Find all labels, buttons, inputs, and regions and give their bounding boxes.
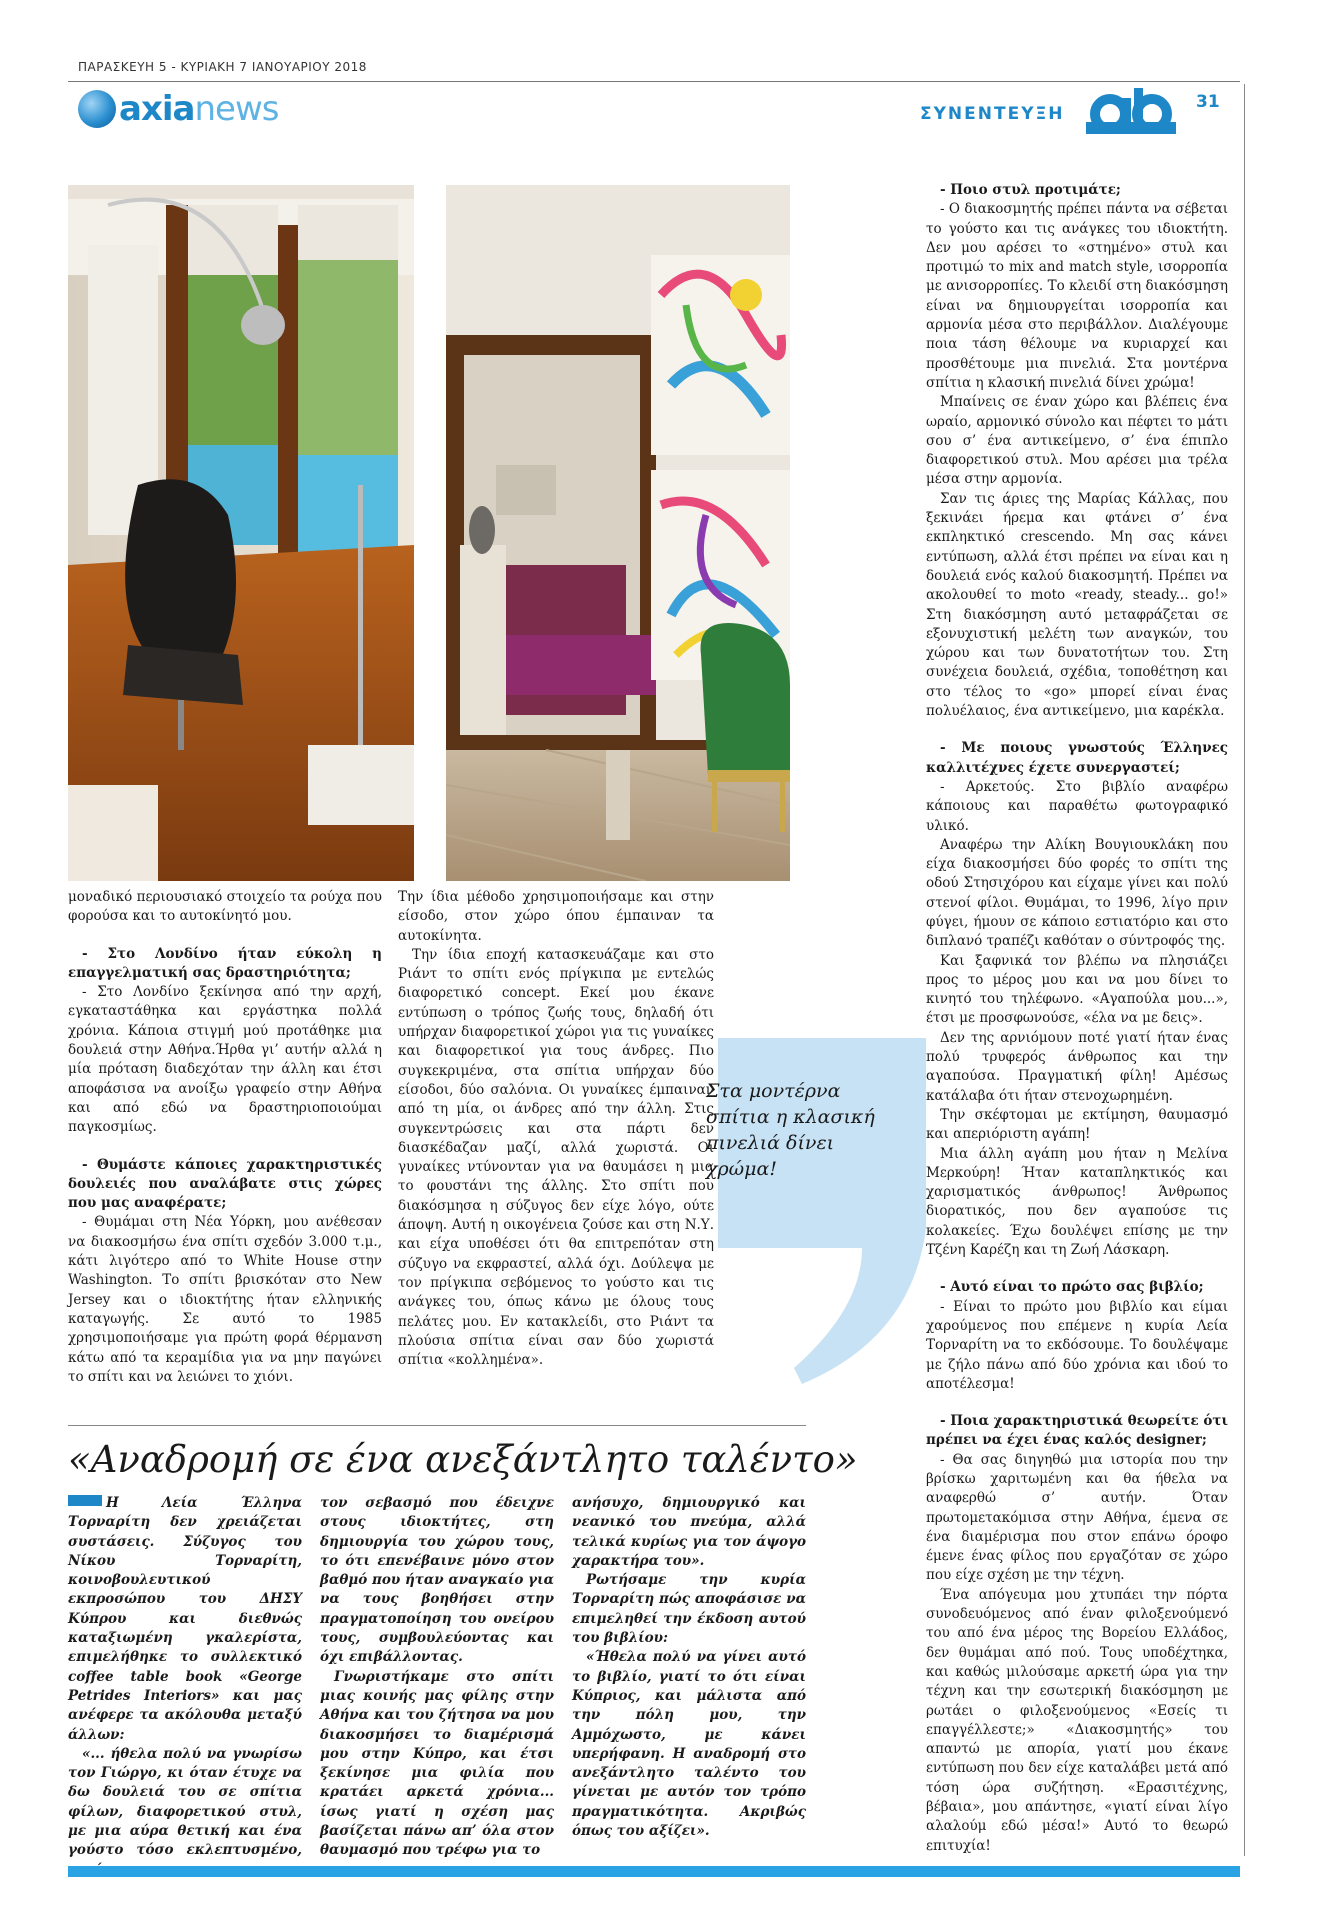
- box-paragraph: [68, 1494, 302, 1745]
- logo-axia-text: axia: [119, 89, 195, 129]
- box-paragraph-text: Γνωριστήκαμε στο σπίτι μιας κοινής μας φίλης στην Αθήνα και του ζήτησα να μου διακοσμήσει το διαμέρισμά μου στην Κύπρο, και έτσι ξεκίνησε μια φιλία που κρατάει αρκετά χρόνια... ίσως γιατί η σχέση μας βασίζεται πάνω απ’ όλα στον θαυμασμό που τρέφω για το: [320, 1668, 554, 1859]
- box-paragraph-text: Η Λεία Έλληνα Τορναρίτη δεν χρειάζεται συστάσεις. Σύζυγος του Νίκου Τορναρίτη, κοινοβουλευτικού εκπροσώπου του ΔΗΣΥ Κύπρου και διεθνώς καταξιωμένη γκαλερίστα, επιμελήθηκε το συλλεκτικό coffee table book «George Petrides Interiors» και μας ανέφερε τα ακόλουθα μεταξύ άλλων:: [68, 1495, 302, 1743]
- box-paragraph: [572, 1571, 806, 1648]
- paragraph: μοναδικό περιουσιακό στοιχείο τα ρούχα που φορούσα και το αυτοκίνητό μου.: [68, 889, 382, 925]
- interview-question: - Ποια χαρακτηριστικά θεωρείτε ότι πρέπει να έχει ένας καλός designer;: [926, 1413, 1229, 1449]
- box-column-1: [68, 1494, 302, 1880]
- box-paragraph: [320, 1668, 554, 1861]
- box-column-2: [320, 1494, 554, 1861]
- paragraph: - Είναι το πρώτο μου βιβλίο και είμαι χαρούμενος που επέμενε η κυρία Λεία Τορναρίτη να το εκδόσουμε. Το δουλέψαμε με ζήλο πάνω από δύο χρόνια και ιδού το αποτέλεσμα!: [926, 1298, 1228, 1392]
- logo-news-text: news: [194, 89, 279, 129]
- paragraph: Ένα απόγευμα μου χτυπάει την πόρτα συνοδευόμενος από έναν φιλοξενούμενό του από ένα μέρος της Βορείου Ελλάδος, δεν θυμάμαι από πού. Τους υποδέχτηκα, και καθώς μιλούσαμε αρκετή ώρα για την τέχνη και την εσωτερική διακόσμηση με ρωτάει ο φιλοξενούμενος «Εσείς τι επαγγέλλεστε;» «Διακοσμητής» του απαντώ με απορία, γιατί μου έκανε εντύπωση που δεν είχε καταλάβει μετά από τόση ώρα συζήτηση. «Ερασιτέχνης, βέβαια», μου απάντησε, «γιατί είναι λίγο αλαλούμ εδώ μέσα!» Αυτό το θεωρώ επιτυχία!: [926, 1586, 1228, 1854]
- box-paragraph-text: Ρωτήσαμε την κυρία Τορναρίτη πώς αποφάσισε να επιμεληθεί την έκδοση αυτού του βιβλίου:: [572, 1572, 806, 1647]
- box-paragraph: [572, 1494, 806, 1571]
- article-column-2: [398, 888, 714, 1370]
- interview-question: - Με ποιους γνωστούς Έλληνες καλλιτέχνες έχετε συνεργαστεί;: [926, 740, 1228, 776]
- box-headline: «Αναδρομή σε ένα ανεξάντλητο ταλέντο»: [68, 1438, 858, 1481]
- paragraph: Και ξαφνικά τον βλέπω να πλησιάζει προς το μέρος μου και να μου δίνει το κινητό του τηλέφωνο. «Αγαπούλα μου...», έτσι με προσφωνούσε, «έλα να με δεις».: [926, 952, 1228, 1027]
- page-number: 31: [1196, 92, 1220, 112]
- living-room-egg-chair-photo: [68, 185, 414, 881]
- lead-bar-icon: [68, 1495, 102, 1506]
- article-column-1: [68, 888, 382, 1387]
- paragraph: Αναφέρω την Αλίκη Βουγιουκλάκη που είχα διακοσμήσει δύο φορές το σπίτι της οδού Στησιχόρου και είχαμε γίνει και πολύ στενοί φίλοι. Θυμάμαι, το 1996, λίγο πριν φύγει, ήμουν σε κάποιο εστιατόριο και στο διπλανό τραπέζι καθόταν ο σύντροφός της.: [926, 836, 1228, 950]
- interview-question: - Θυμάστε κάποιες χαρακτηριστικές δουλειές που αναλάβατε στις χώρες που μας αναφέρατε;: [68, 1156, 382, 1212]
- paragraph: Σαν τις άριες της Μαρίας Κάλλας, που ξεκινάει ήρεμα και φτάνει σ’ ένα εκπληκτικό crescendo. Μη σας κάνει εντύπωση, αλλά έτσι πρέπει να είναι και η δουλειά ενός καλού διακοσμητή. Πρέπει να ακολουθεί το moto «ready, steady... go!» Στη διακόσμηση αυτό μεταφράζεται σε εξονυχιστική μελέτη των αναγκών, του χώρου και των δυνατοτήτων του. Στη συνέχεια δουλειά, σχέδια, τοποθέτηση και στο τέλος το «go» μπορεί είναι ένας πολυέλαιος, ένα αντικείμενο, μια καρέκλα.: [926, 490, 1228, 720]
- pull-quote: Στα μοντέρνα σπίτια η κλασική πινελιά δίνει χρώμα!: [706, 1080, 875, 1180]
- paragraph: Την σκέφτομαι με εκτίμηση, θαυμασμό και απεριόριστη αγάπη!: [926, 1106, 1228, 1143]
- ab-logo-icon: [1086, 88, 1176, 134]
- issue-date: ΠΑΡΑΣΚΕΥΗ 5 - ΚΥΡΙΑΚΗ 7 ΙΑΝΟΥΑΡΙΟΥ 2018: [78, 60, 367, 74]
- article-column-3: [926, 181, 1228, 1856]
- axianews-logo: [78, 86, 278, 132]
- box-paragraph-text: τον σεβασμό που έδειχνε στους ιδιοκτήτες, στη δημιουργία του χώρου τους, το ότι επενέβαινε μόνο στον βαθμό που ήταν αναγκαίο για να τους βοηθήσει στην πραγματοποίηση του ονείρου τους, συμβουλεύοντας και όχι επιβάλλοντας.: [320, 1495, 554, 1666]
- globe-icon: [78, 90, 116, 128]
- paragraph: - Ο διακοσμητής πρέπει πάντα να σέβεται το γούστο και τις ανάγκες του ιδιοκτήτη. Δεν μου αρέσει το «στημένο» στυλ και προτιμώ το mix and match style, ισορροπία με ανισορροπίες. Το κλειδί στη διακόσμηση είναι να δημιουργείται ισορροπία και αρμονία μέσα στο περιβάλλον. Διαλέγουμε ποια τάση θέλουμε να κυριαρχεί και προσθέτουμε μια πινελιά. Στα μοντέρνα σπίτια η κλασική πινελιά δίνει χρώμα!: [926, 201, 1228, 391]
- box-paragraph: [68, 1745, 302, 1880]
- box-paragraph-text: ανήσυχο, δημιουργικό και νεανικό του πνεύμα, αλλά τελικά κυρίως για τον άψογο χαρακτήρα του».: [572, 1495, 806, 1569]
- box-paragraph-text: «Ήθελα πολύ να γίνει αυτό το βιβλίο, γιατί το ότι είναι Κύπριος, και μάλιστα από την πόλη μου, την Αμμόχωστο, με κάνει υπερήφανη. Η αναδρομή στο ανεξάντλητο ταλέντο του γίνεται με αυτόν τον τρόπο πραγματικότητα. Ακριβώς όπως του αξίζει».: [572, 1649, 806, 1840]
- header-divider: [68, 81, 1240, 82]
- interview-question: - Ποιο στυλ προτιμάτε;: [940, 182, 1121, 198]
- paragraph: Την ίδια μέθοδο χρησιμοποιήσαμε και στην είσοδο, στον χώρο όπου έμπαιναν τα αυτοκίνητα.: [398, 889, 714, 944]
- paragraph: Μια άλλη αγάπη μου ήταν η Μελίνα Μερκούρη! Ήταν καταπληκτικός και χαρισματικός άνθρωπος! Άνθρωπος διορατικός, που δεν αγαπούσε τις κολακείες. Έχω δουλέψει επίσης με την Τζένη Καρέζη και τη Ζωή Λάσκαρη.: [926, 1145, 1228, 1259]
- box-paragraph-text: «... ήθελα πολύ να γνωρίσω τον Γιώργο, κι όταν έτυχε να δω δουλειά του σε σπίτια φίλων, διαφορετικού στυλ, με μια αύρα θετική και ένα γούστο τόσο εκλεπτυσμένο,: [68, 1745, 302, 1859]
- box-paragraph: [572, 1648, 806, 1841]
- paragraph: Δεν της αρνιόμουν ποτέ γιατί ήταν ένας πολύ τρυφερός άνθρωπος και την αγαπούσα. Πραγματική φίλη! Αμέσως κατάλαβα ότι ήταν στενοχωρημένη.: [926, 1029, 1228, 1104]
- box-column-3: [572, 1494, 806, 1841]
- interview-question: - Στο Λονδίνο ήταν εύκολη η επαγγελματική σας δραστηριότητα;: [68, 945, 382, 981]
- page-right-divider: [1244, 84, 1245, 1856]
- paragraph: Την ίδια εποχή κατασκευάζαμε και στο Ριάντ το σπίτι ενός πρίγκιπα με εντελώς διαφορετικό concept. Εκεί μου έκανε εντύπωση ο τρόπος ζωής τους, δηλαδή ότι υπήρχαν διαφορετικοί χώροι για τις γυναίκες και διαφορετικοί για τους άνδρες. Πιο συγκεκριμένα, στα σπίτια υπήρχαν δύο είσοδοι, δύο σαλόνια. Οι γυναίκες έμπαιναν από τη μία, οι άνδρες από την άλλη. Στις συγκεντρώσεις και στα πάρτι δεν διασκέδαζαν μαζί, αλλά χωριστά. Οι γυναίκες ντύνονταν για να θαυμάσει η μια το φουστάνι της άλλης. Στο σπίτι που διακόσμησα η σύζυγος δεν είχε λόγο, ούτε άποψη. Αυτή η οικογένεια ζούσε και στη Ν.Υ. και είχα υποθέσει ότι θα επιτρεπόταν στη σύζυγο να εκφραστεί, αλλά όχι. Δούλεψα με τον πρίγκιπα σεβόμενος το γούστο και τις ανάγκες του, όπως κάνω με όλους τους πελάτες μου. Εν κατακλείδι, στο Ριάντ τα πλούσια σπίτια είναι σαν δύο χωριστά σπίτια «κολλημένα».: [398, 946, 714, 1369]
- box-top-divider: [68, 1425, 806, 1426]
- paragraph: - Θυμάμαι στη Νέα Υόρκη, μου ανέθεσαν να διακοσμήσω ένα σπίτι σχεδόν 3.000 τ.μ., κάτι λιγότερο από το White House στην Washington. Το σπίτι βρισκόταν στο New Jersey και ο ιδιοκτήτης ήταν ελληνικής καταγωγής. Σε αυτό το 1985 χρησιμοποιήσαμε για πρώτη φορά θέρμανση κάτω από τα κεραμίδια για να μην παγώνει το σπίτι και να λειώνει το χιόνι.: [68, 1214, 382, 1385]
- paragraph: Μπαίνεις σε έναν χώρο και βλέπεις ένα ωραίο, αρμονικό σύνολο και πέφτει το μάτι σου σ’ ένα αντικείμενο, σ’ ένα έπιπλο διαφορετικού στυλ. Μου αρέσει μια τρέλα μέσα στην αρμονία.: [926, 394, 1228, 488]
- box-paragraph: [320, 1494, 554, 1668]
- paragraph: - Αρκετούς. Στο βιβλίο αναφέρω κάποιους και παραθέτω φωτογραφικό υλικό.: [926, 778, 1228, 834]
- hallway-paintings-green-chair-photo: [446, 185, 790, 881]
- footer-bar: [68, 1866, 1240, 1877]
- interview-question: - Αυτό είναι το πρώτο σας βιβλίο;: [940, 1279, 1204, 1296]
- section-label: ΣΥΝΕΝΤΕΥΞΗ: [920, 104, 1065, 124]
- paragraph: - Στο Λονδίνο ξεκίνησα από την αρχή, εγκαταστάθηκα και εργάστηκα πολλά χρόνια. Κάποια στιγμή μού προτάθηκε μια δουλειά στην Αθήνα.Ήρθα γι’ αυτήν αλλά η μία πρόταση διαδεχόταν την άλλη και έτσι αποφάσισα να ανοίξω γραφείο στην Αθήνα και από εδώ να δραστηριοποιούμαι παγκοσμίως.: [68, 984, 382, 1136]
- paragraph: - Θα σας διηγηθώ μια ιστορία που την βρίσκω χαριτωμένη και θα ήθελα να αναφερθώ σ’ αυτήν. Όταν πρωτομετακόμισα στην Αθήνα, έμενα σε ένα διαμέρισμα που στον επάνω όροφο έμενε ένας φίλος που εργαζόταν σε χώρο που είχε σχέση με την τέχνη.: [926, 1451, 1228, 1584]
